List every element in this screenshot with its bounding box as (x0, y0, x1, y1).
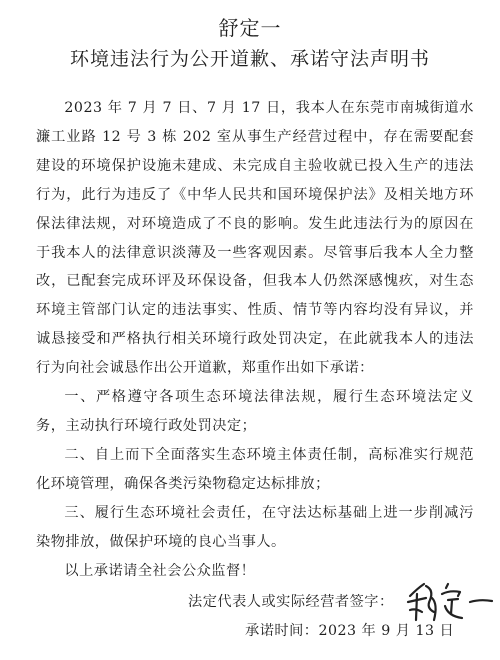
commitment-item-2: 二、自上而下全面落实生态环境主体责任制，高标准实行规范化环境管理，确保各类污染物稳定达标排放； (36, 446, 474, 492)
statement-paragraph: 2023 年 7 月 7 日、7 月 17 日，我本人在东莞市南城街道水濂工业路 12 号 3 栋 202 室从事生产经营过程中，存在需要配套建设的环境保护设施未建成、未完成自主验收就已投入生产的违法行为，此行为违反了《中华人民共和国环境保护法》及相关地方环保法律法规，对环境造成了不良的影响。发生此违法行为的原因在于我本人的法律意识淡薄及一些客观因素。尽管事后我本人全力整改，已配套完成环评及环保设备，但我本人仍然深感愧疚，对生态环境主管部门认定的违法事实、性质、情节等内容均没有异议，并诚恳接受和严格执行相关环境行政处罚决定，在此就我本人的违法行为向社会诚恳作出公开道歉，郑重作出如下承诺： (36, 100, 474, 377)
document-body (36, 94, 474, 585)
commitment-item-3: 三、履行生态环境社会责任，在守法达标基础上进一步削减污染物排放，做保护环境的良心当事人。 (36, 504, 474, 550)
company-name-heading: 舒定一 (218, 16, 282, 40)
document-title: 环境违法行为公开道歉、承诺守法声明书 (69, 48, 430, 70)
signer-label: 法定代表人或实际经营者签字： (188, 594, 394, 610)
handwritten-signature (404, 574, 496, 626)
commitment-item-1: 一、严格遵守各项生态环境法律法规，履行生态环境法定义务，主动执行环境行政处罚决定； (36, 389, 474, 434)
commitment-date: 承诺时间：2023 年 9 月 13 日 (245, 623, 455, 639)
closing-sentence: 以上承诺请全社会公众监督！ (64, 562, 256, 579)
